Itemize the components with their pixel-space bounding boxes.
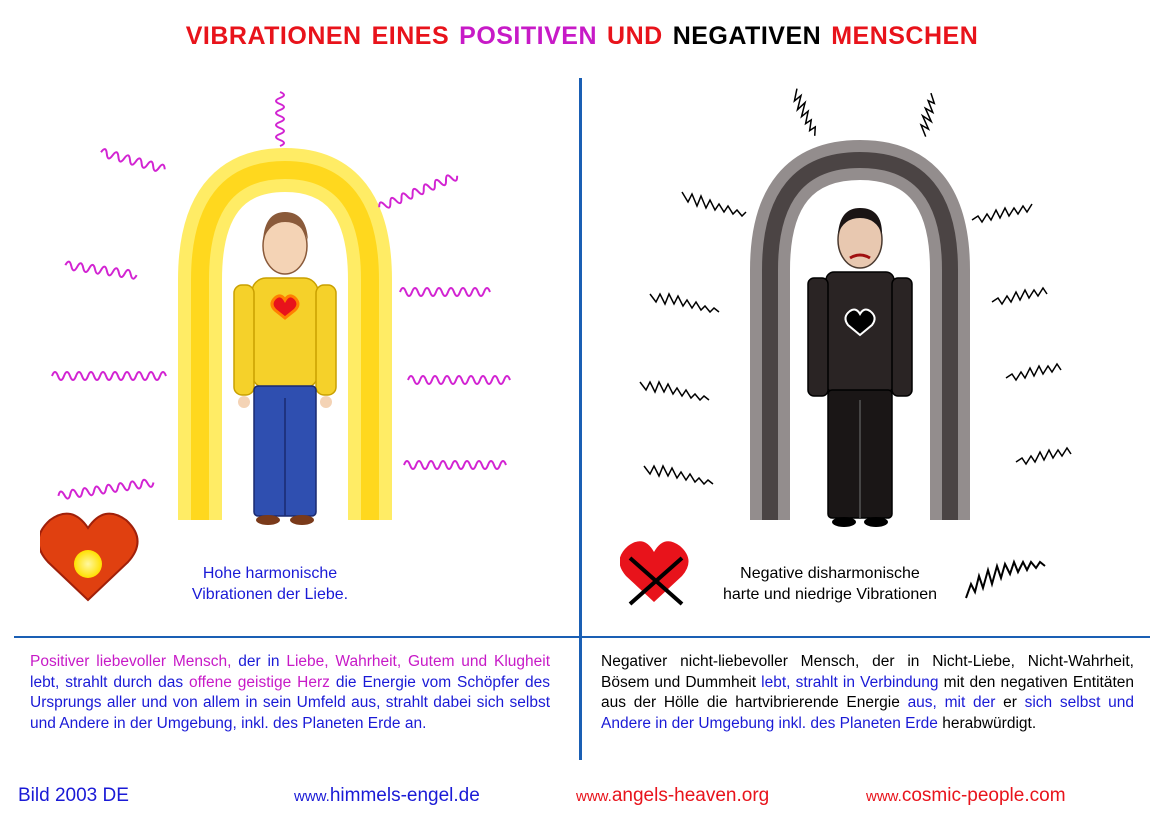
negative-caption-line2: harte und niedrige Vibrationen bbox=[722, 586, 938, 603]
text-segment: Liebe, Wahrheit, Gutem und Klugheit bbox=[286, 653, 550, 670]
positive-description bbox=[30, 652, 550, 734]
link-text: cosmic-people.com bbox=[901, 785, 1066, 806]
title-word: EINES bbox=[371, 22, 450, 50]
link-text: angels-heaven.org bbox=[611, 785, 770, 806]
negative-person-illustration bbox=[620, 80, 1140, 640]
link-prefix: www. bbox=[576, 788, 612, 805]
vertical-divider bbox=[579, 78, 582, 760]
negative-caption bbox=[700, 563, 960, 605]
negative-description bbox=[601, 652, 1134, 734]
image-label: Bild 2003 DE bbox=[18, 785, 129, 806]
person-positive bbox=[234, 212, 336, 525]
text-segment: Positiver liebevoller Mensch, bbox=[30, 653, 232, 670]
title-word: MENSCHEN bbox=[831, 22, 979, 50]
title-word: NEGATIVEN bbox=[672, 22, 822, 50]
text-segment: sich selbst und Andere in der Umgebung inkl. des Planeten Erde bbox=[601, 694, 1134, 732]
text-segment: er bbox=[995, 694, 1025, 711]
text-segment: aus, mit der bbox=[907, 694, 996, 711]
link-himmels-engel[interactable] bbox=[294, 785, 480, 807]
text-segment: lebt, strahlt durch das bbox=[30, 673, 190, 691]
person-negative bbox=[808, 208, 912, 527]
title-word: VIBRATIONEN bbox=[185, 22, 362, 50]
text-segment: die Energie vom Schöpfer des Ursprungs aller und von allem in sein Umfeld aus, strahlt dabei sich selbst und Andere in der Umgebung, inkl. des Planeten Erde an. bbox=[30, 673, 551, 732]
glowing-heart-icon bbox=[40, 514, 138, 600]
positive-person-illustration bbox=[40, 80, 560, 640]
title-word: POSITIVEN bbox=[459, 22, 598, 50]
title-word: UND bbox=[607, 22, 663, 50]
link-prefix: www. bbox=[866, 788, 902, 805]
link-angels-heaven[interactable] bbox=[576, 785, 769, 807]
text-segment: Negativer nicht-liebevoller Mensch, der in Nicht-Liebe, Nicht-Wahrheit, Bösem und Dummheit bbox=[601, 653, 1134, 691]
negative-caption-line1: Negative disharmonische bbox=[740, 565, 920, 582]
positive-caption bbox=[150, 563, 390, 605]
text-segment: offene geistige Herz bbox=[189, 673, 330, 691]
page-title bbox=[0, 22, 1164, 51]
link-text: himmels-engel.de bbox=[329, 785, 480, 806]
link-cosmic-people[interactable] bbox=[866, 785, 1066, 807]
disharmonic-wave-icon bbox=[966, 562, 1045, 598]
positive-caption-line2: Vibrationen der Liebe. bbox=[191, 586, 349, 603]
text-segment: mit den negativen Entitäten aus der Hölle die hartvibrierende Energie bbox=[601, 673, 1135, 711]
text-segment: der in bbox=[231, 653, 287, 670]
positive-caption-line1: Hohe harmonische bbox=[202, 565, 338, 582]
text-segment: herabwürdigt. bbox=[937, 714, 1037, 732]
text-segment: lebt, strahlt in Verbindung bbox=[761, 673, 939, 691]
crossed-heart-icon bbox=[620, 541, 689, 604]
link-prefix: www. bbox=[294, 788, 330, 805]
